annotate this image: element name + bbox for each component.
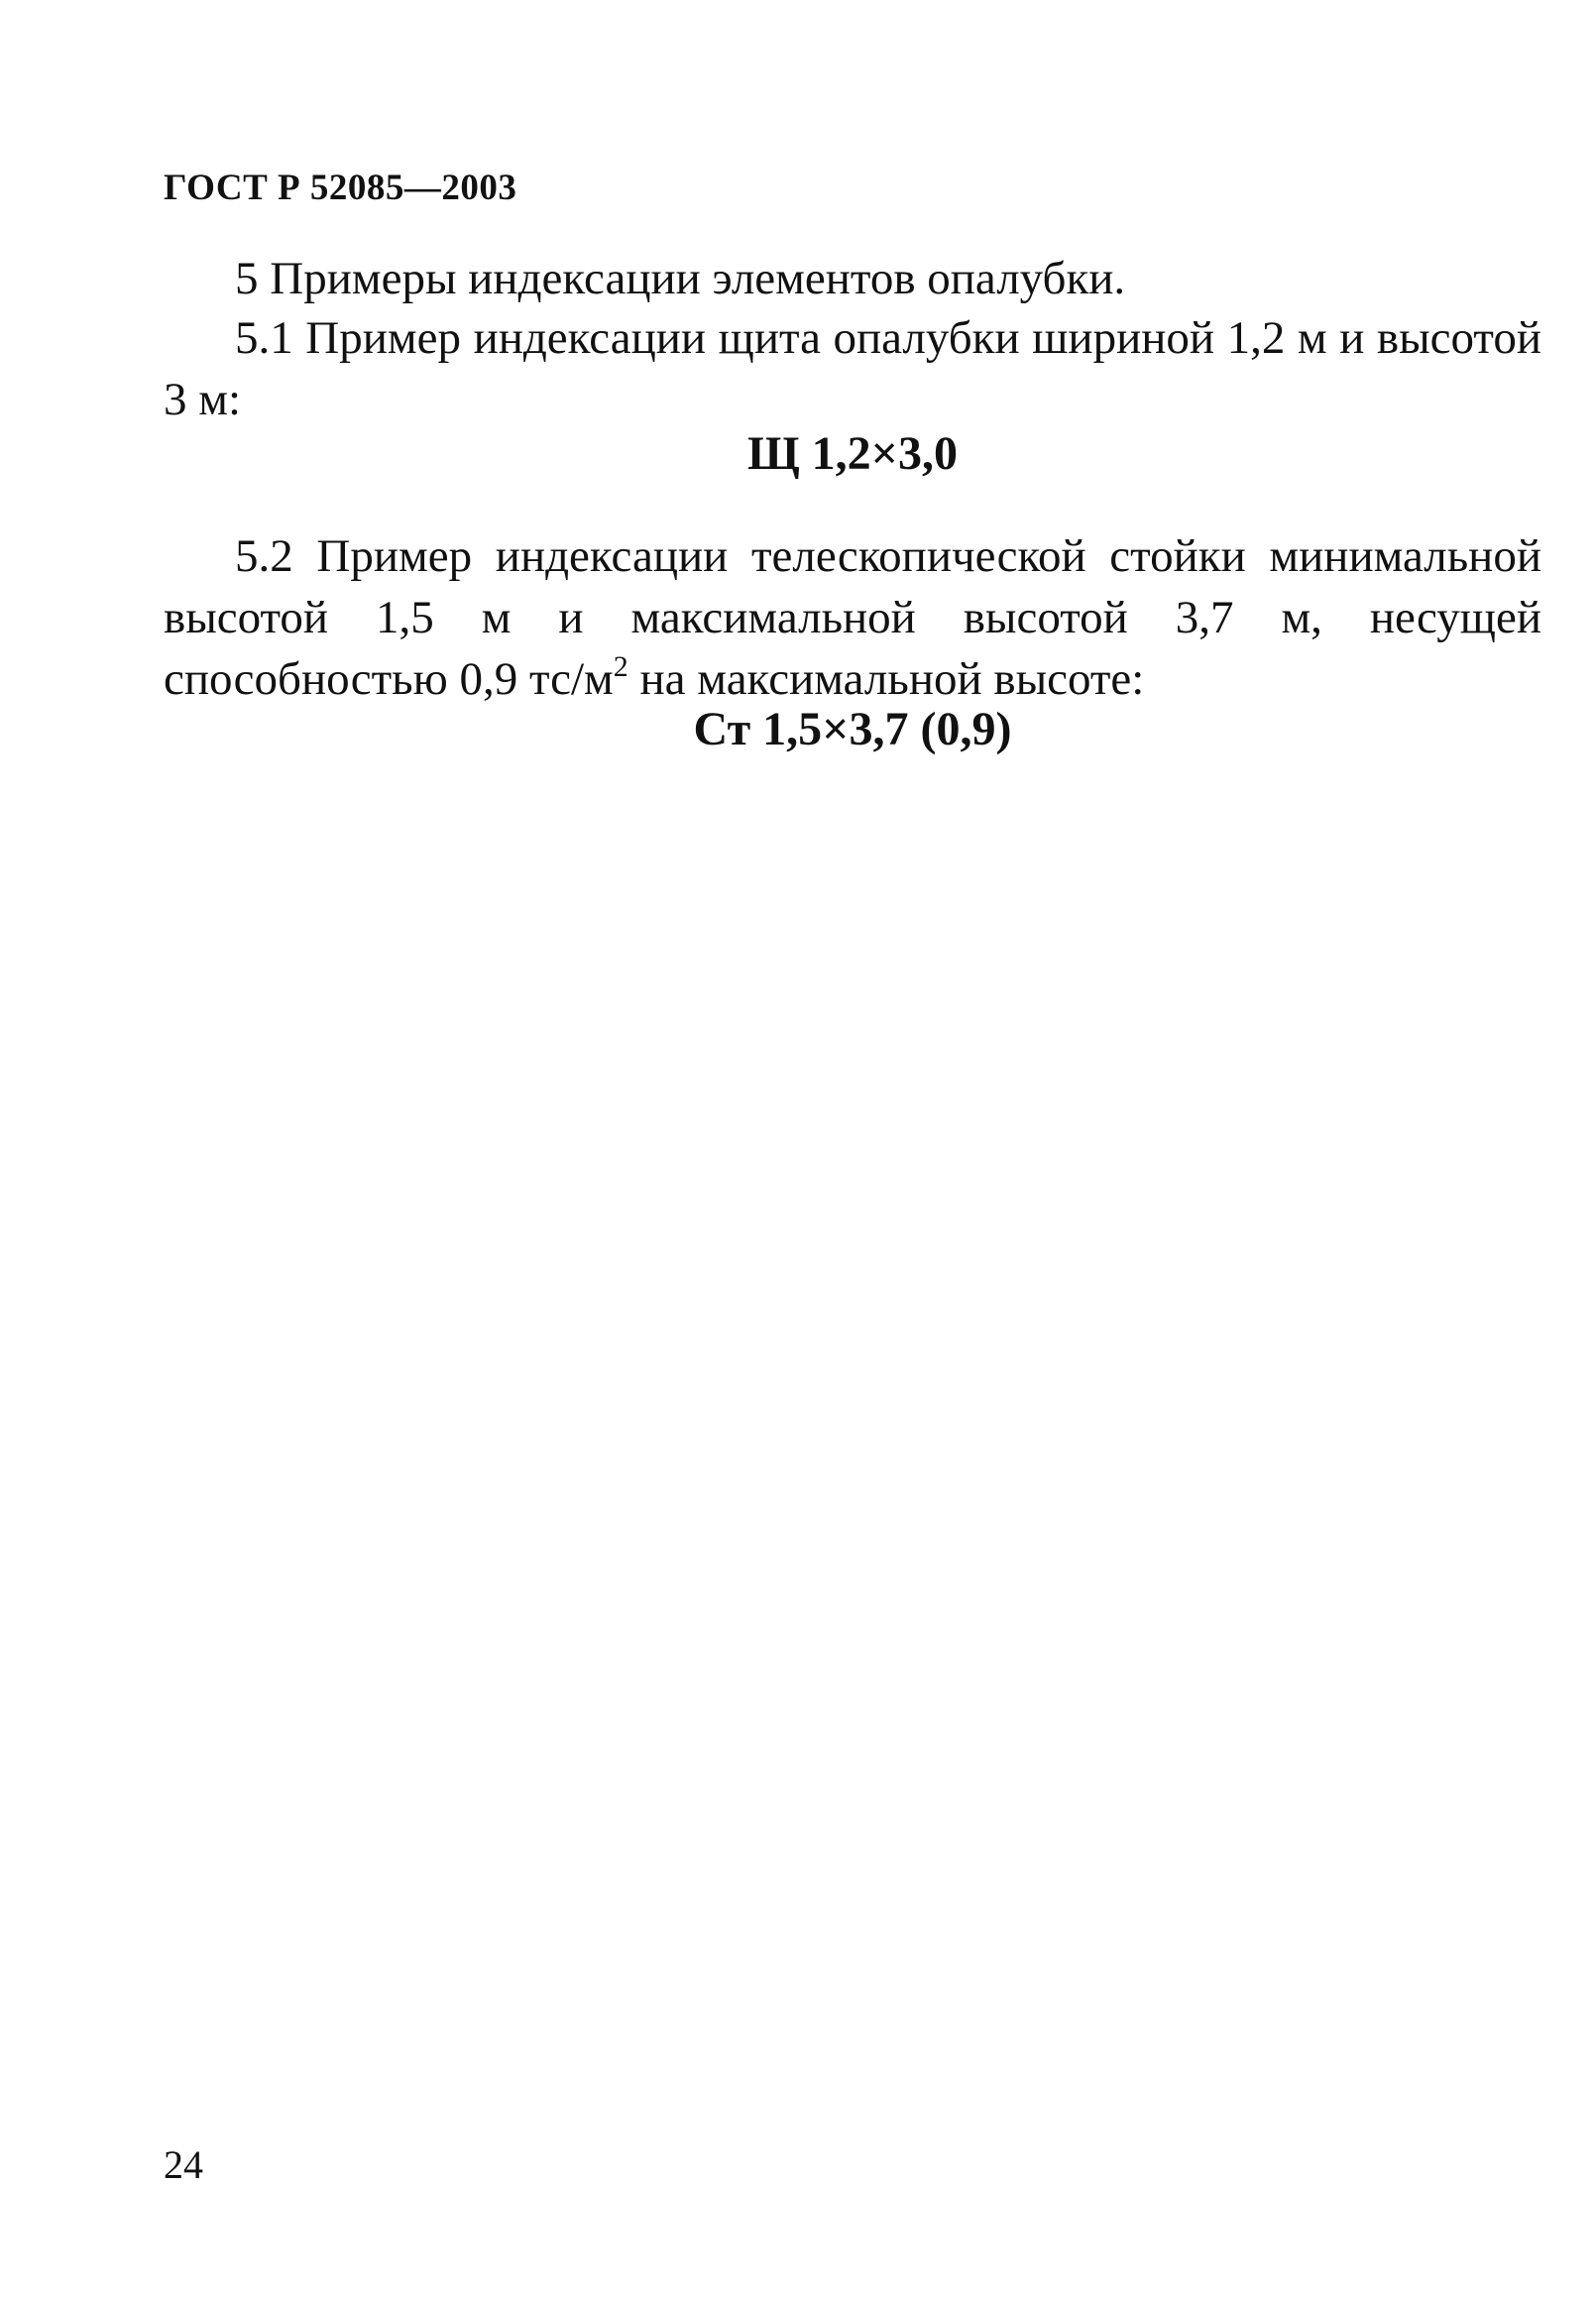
paragraph-text-tail: на максимальной высоте: xyxy=(627,653,1145,705)
page-number: 24 xyxy=(164,2142,203,2187)
document-standard-header: ГОСТ Р 52085—2003 xyxy=(164,168,517,208)
paragraph-text: 5.2 Пример индексации телескопической стойки минимальной высотой 1,5 м и максимальной высотой 3,7 м, несущей способностью 0,9 тс/м xyxy=(164,530,1541,705)
unit-exponent: 2 xyxy=(613,650,628,683)
formula-panel-index: Щ 1,2×3,0 xyxy=(746,427,959,480)
section-heading: 5 Примеры индексации элементов опалубки. xyxy=(235,253,1126,304)
example-paragraph-5-1: 5.1 Пример индексации щита опалубки шириной 1,2 м и высотой 3 м: xyxy=(164,312,1541,425)
example-paragraph-5-2 xyxy=(164,525,1541,710)
formula-prop-index: Ст 1,5×3,7 (0,9) xyxy=(693,703,1012,755)
